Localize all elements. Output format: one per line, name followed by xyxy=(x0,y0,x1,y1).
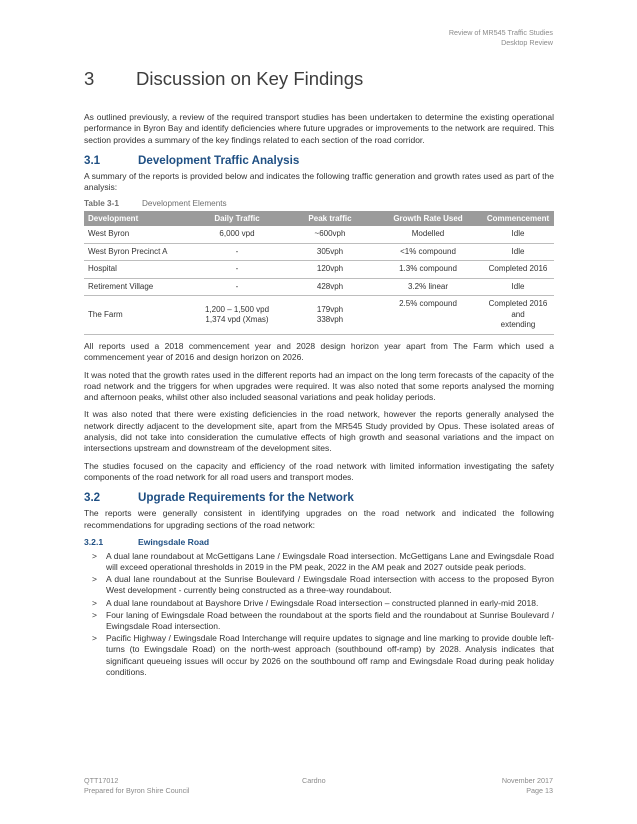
section-3-1-lead: A summary of the reports is provided below and indicates the following traffic generation and growth rates used as part of the analysis: xyxy=(84,170,554,193)
table-row xyxy=(84,296,554,335)
header-subtitle: Desktop Review xyxy=(501,38,553,47)
table-cell: <1% compound xyxy=(374,243,482,261)
list-item xyxy=(84,574,554,596)
table-cell xyxy=(482,296,554,335)
table-cell: Idle xyxy=(482,278,554,296)
footer-company: Cardno xyxy=(302,776,326,785)
chapter-number: 3 xyxy=(84,68,95,89)
list-item-text: A dual lane roundabout at Bayshore Drive / Ewingsdale Road intersection – constructed planned in early-mid 2018. xyxy=(106,597,539,608)
table-cell xyxy=(188,296,286,335)
table-header-cell: Daily Traffic xyxy=(188,211,286,226)
table-header-cell: Development xyxy=(84,211,188,226)
table-cell: The Farm xyxy=(84,296,188,335)
page-content xyxy=(84,112,554,679)
table-row xyxy=(84,243,554,261)
cell-line: 338vph xyxy=(316,315,344,325)
table-cell: Idle xyxy=(482,226,554,243)
section-title: Development Traffic Analysis xyxy=(138,153,300,167)
bullet-marker: > xyxy=(92,633,97,644)
development-elements-table xyxy=(84,211,554,335)
table-cell: 428vph xyxy=(286,278,374,296)
body-paragraph: It was noted that the growth rates used in the different reports had an impact on the long term forecasts of the capacity of the road network and the triggers for when upgrades were required. It was also noted that some reports analysed the morning and afternoon peaks, whilst other also included seasonal variations and peak holiday periods. xyxy=(84,369,554,403)
recommendation-list xyxy=(84,551,554,678)
footer-date: November 2017 xyxy=(501,776,553,785)
section-number: 3.2 xyxy=(84,491,101,505)
table-caption-label: Table 3-1 xyxy=(84,199,119,209)
list-item xyxy=(84,551,554,573)
list-item xyxy=(84,633,554,678)
section-heading-3-2 xyxy=(84,491,554,504)
table-cell: West Byron Precinct A xyxy=(84,243,188,261)
cell-line: 1,200 – 1,500 vpd xyxy=(204,304,270,314)
list-item-text: A dual lane roundabout at the Sunrise Boulevard / Ewingsdale Road intersection with access to the proposed Byron West development - currently being constructed as a three-way roundabout. xyxy=(106,574,554,596)
footer-reference: QTT17012 xyxy=(84,776,119,785)
cell-line: extending xyxy=(500,320,536,330)
table-cell: - xyxy=(188,243,286,261)
table-cell: 3.2% linear xyxy=(374,278,482,296)
subsection-heading-3-2-1 xyxy=(84,537,554,547)
table-cell: West Byron xyxy=(84,226,188,243)
list-item-text: Pacific Highway / Ewingsdale Road Interchange will require updates to signage and line marking to provide double left-turns (to Ewingsdale Road) on the north-west approach (southbound off-ramp) by 2028. Analysis indicates that significant queueing issues will occur by 2026 on the southbound off ramp and Ewingsdale Road during peak holiday conditions. xyxy=(106,633,554,677)
body-paragraph: The studies focused on the capacity and efficiency of the road network with limited information investigating the safety components of the road network for all road users and transport modes. xyxy=(84,460,554,482)
table-cell: Modelled xyxy=(374,226,482,243)
cell-line: 179vph xyxy=(316,304,344,314)
table-row xyxy=(84,226,554,243)
section-3-2-lead: The reports were generally consistent in identifying upgrades on the road network and indicated the following recommendations for upgrading sections of the road network: xyxy=(84,508,554,530)
cell-line: Completed 2016 and xyxy=(488,299,548,319)
list-item-text: Four laning of Ewingsdale Road between the roundabout at the sports field and the roundabout at Sunrise Boulevard / Ewingsdale Road intersection. xyxy=(106,609,554,632)
table-header-row xyxy=(84,211,554,226)
intro-paragraph: As outlined previously, a review of the required transport studies has been undertaken to determine the existing operational performance in Byron Bay and identify deficiencies where future upgrades or improvements to the network are required. This section provides a summary of the key findings related to each section of the road corridor. xyxy=(84,112,554,145)
table-header-cell: Peak traffic xyxy=(286,211,374,226)
table-cell: - xyxy=(188,261,286,279)
footer-client: Prepared for Byron Shire Council xyxy=(84,786,190,795)
table-header-cell: Growth Rate Used xyxy=(374,211,482,226)
bullet-marker: > xyxy=(92,550,97,561)
footer-right xyxy=(502,776,553,796)
footer-page-number: Page 13 xyxy=(526,786,553,795)
table-cell: Hospital xyxy=(84,261,188,279)
bullet-marker: > xyxy=(92,597,97,608)
running-header xyxy=(449,28,553,48)
list-item-text: A dual lane roundabout at McGettigans Lane / Ewingsdale Road intersection. McGettigans Lane and Ewingsdale Road will exceed operational thresholds in 2019 in the PM peak, 2022 in the AM peak and 2027 outside peak periods. xyxy=(106,550,554,573)
table-cell: Completed 2016 xyxy=(482,261,554,279)
body-paragraph: It was also noted that there were existing deficiencies in the road network, however the reports generally analysed the network directly adjacent to the development site, apart from the MR545 Study provided by Opus. These isolated areas of analysis, did not take into consideration the cumulative effects of high growth and seasonal variations and the impact on intersections upstream and downstream of the development sites. xyxy=(84,409,554,454)
table-cell: 120vph xyxy=(286,261,374,279)
section-title: Upgrade Requirements for the Network xyxy=(138,491,354,505)
body-paragraph: All reports used a 2018 commencement year and 2028 design horizon year apart from The Farm which used a commencement year of 2016 and design horizon on 2026. xyxy=(84,340,554,363)
cell-line: 1,374 vpd (Xmas) xyxy=(205,315,269,325)
table-row xyxy=(84,278,554,296)
chapter-title: Discussion on Key Findings xyxy=(136,68,364,89)
list-item xyxy=(84,598,554,609)
table-row xyxy=(84,261,554,279)
table-cell: 6,000 vpd xyxy=(188,226,286,243)
table-cell: Idle xyxy=(482,243,554,261)
footer-left xyxy=(84,776,189,796)
list-item xyxy=(84,610,554,632)
subsection-title: Ewingsdale Road xyxy=(138,536,210,547)
table-cell: 2.5% compound xyxy=(374,296,482,335)
table-cell: ~600vph xyxy=(286,226,374,243)
section-number: 3.1 xyxy=(84,153,101,167)
table-cell: Retirement Village xyxy=(84,278,188,296)
bullet-marker: > xyxy=(92,609,97,620)
table-caption xyxy=(84,199,554,208)
table-cell: - xyxy=(188,278,286,296)
table-header-cell: Commencement xyxy=(482,211,554,226)
table-cell xyxy=(286,296,374,335)
bullet-marker: > xyxy=(92,574,97,585)
chapter-heading xyxy=(84,68,363,90)
table-cell: 1.3% compound xyxy=(374,261,482,279)
section-heading-3-1 xyxy=(84,154,554,167)
subsection-number: 3.2.1 xyxy=(84,536,104,547)
header-title: Review of MR545 Traffic Studies xyxy=(448,28,553,37)
table-cell: 305vph xyxy=(286,243,374,261)
table-caption-title: Development Elements xyxy=(142,199,227,209)
